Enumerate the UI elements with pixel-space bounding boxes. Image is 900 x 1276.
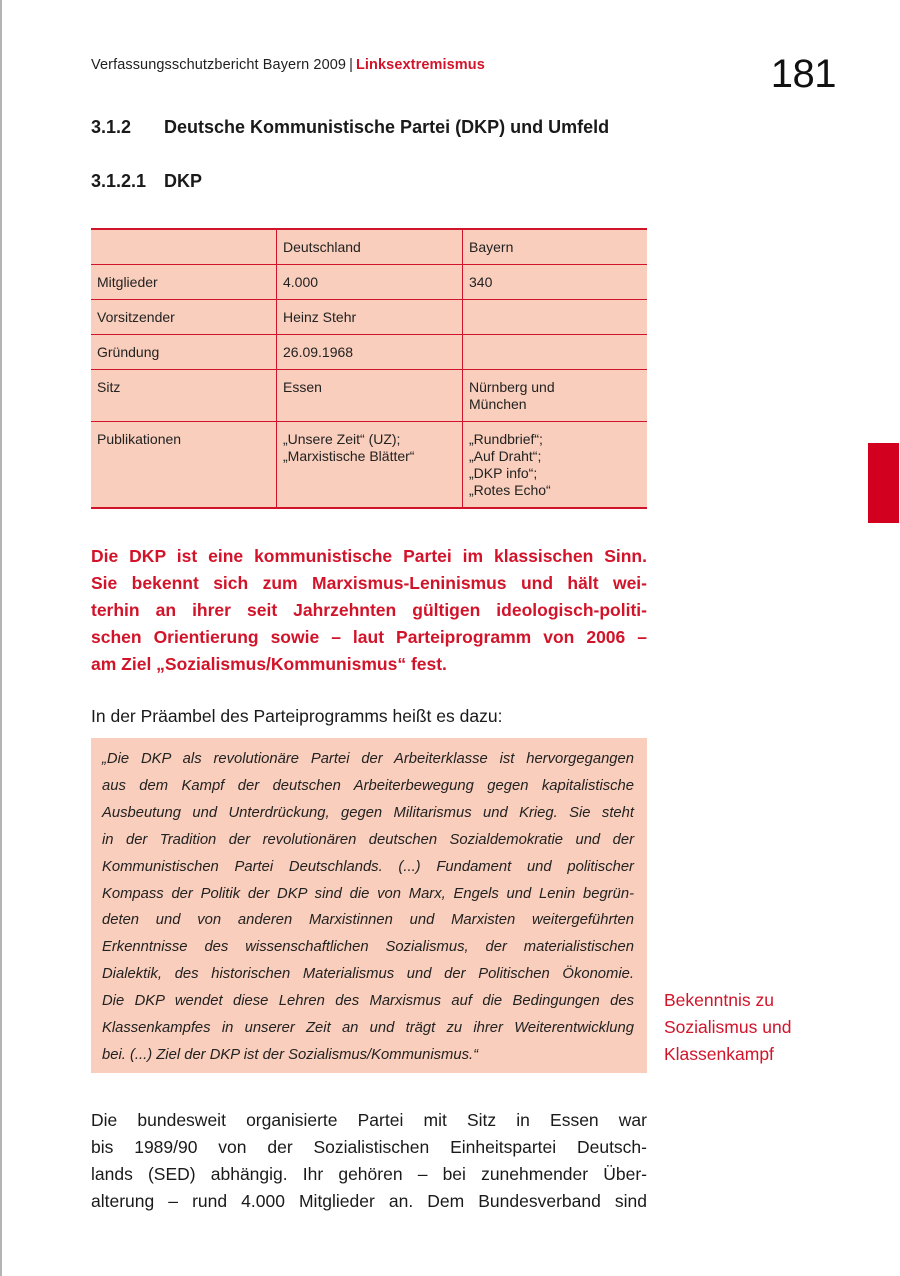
body-line: lands (SED) abhängig. Ihr gehören – bei zunehmender Über- [91, 1164, 647, 1184]
table-row [91, 422, 647, 509]
cell-bayern [463, 335, 648, 370]
quote-line: Kompass der Politik der DKP sind die von Marx, Engels und Lenin begrün- [102, 885, 634, 902]
section-title: Deutsche Kommunistische Partei (DKP) und Umfeld [164, 117, 610, 137]
cell-deutschland [277, 265, 463, 300]
body-paragraph [91, 1107, 647, 1215]
table-row [91, 300, 647, 335]
lead-line: am Ziel „Sozialismus/Kommunismus“ fest. [91, 654, 447, 674]
header-separator: | [349, 57, 353, 73]
margin-note [664, 987, 791, 1068]
subsection-heading [91, 171, 202, 192]
intro-sentence: In der Präambel des Parteiprogramms heißt es dazu: [91, 706, 503, 726]
quote-line: Klassenkampfes in unserer Zeit an und trägt zu ihrer Weiterentwicklung [102, 1020, 634, 1037]
table-row [91, 265, 647, 300]
cell-text: „Rotes Echo“ [469, 482, 551, 498]
table-row [91, 370, 647, 422]
row-label: Vorsitzender [91, 300, 277, 335]
cell-text: „DKP info“; [469, 465, 538, 481]
cell-deutschland [277, 422, 463, 509]
cell-text: „Auf Draht“; [469, 448, 542, 464]
cell-bayern [463, 422, 648, 509]
page-edge [0, 0, 2, 1276]
quote-line: aus dem Kampf der deutschen Arbeiterbewegung gegen kapitalistische [102, 777, 634, 794]
cell-deutschland [277, 370, 463, 422]
quote-box [91, 738, 647, 1073]
quote-line: bei. (...) Ziel der DKP ist der Sozialismus/Kommunismus.“ [102, 1046, 479, 1063]
cell-bayern [463, 265, 648, 300]
cell-text: „Unsere Zeit“ (UZ); [283, 431, 401, 447]
table-header-row [91, 229, 647, 265]
subsection-title: DKP [164, 171, 203, 191]
quote-line: in der Tradition der revolutionären deutschen Sozialdemokratie und der [102, 831, 634, 848]
cell-text: 26.09.1968 [283, 344, 354, 360]
quote-line: Ausbeutung und Unterdrückung, gegen Militarismus und Krieg. Sie steht [102, 804, 634, 821]
cell-text: 340 [469, 274, 493, 290]
table-row [91, 335, 647, 370]
quote-line: Die DKP wendet diese Lehren des Marxismus auf die Bedingungen des [102, 993, 634, 1010]
lead-line: terhin an ihrer seit Jahrzehnten gültigen ideologisch-politi- [91, 600, 647, 620]
body-line: bis 1989/90 von der Sozialistischen Einheitspartei Deutsch- [91, 1137, 647, 1157]
body-line: alterung – rund 4.000 Mitglieder an. Dem Bundesverband sind [91, 1191, 647, 1211]
row-label: Gründung [91, 335, 277, 370]
quote-line: Kommunistischen Partei Deutschlands. (...) Fundament und politischer [102, 858, 634, 875]
quote-line: „Die DKP als revolutionäre Partei der Arbeiterklasse ist hervorgegangen [102, 751, 634, 767]
lead-line: Die DKP ist eine kommunistische Partei im klassischen Sinn. [91, 546, 647, 566]
report-title: Verfassungsschutzbericht Bayern 2009 [91, 57, 347, 73]
header-cell-bayern: Bayern [463, 229, 648, 265]
quote-line: Dialektik, des historischen Materialismus und der Politischen Ökonomie. [102, 966, 634, 983]
cell-text: Essen [283, 379, 322, 395]
header-cell-empty [91, 229, 277, 265]
lead-paragraph [91, 543, 647, 678]
facts-table [91, 228, 647, 509]
quote-line: Erkenntnisse des wissenschaftlichen Sozialismus, der materialistischen [102, 939, 634, 956]
cell-text: „Rundbrief“; [469, 431, 543, 447]
cell-deutschland [277, 335, 463, 370]
subsection-number: 3.1.2.1 [91, 171, 147, 191]
section-name: Linksextremismus [355, 57, 485, 73]
margin-note-line: Bekenntnis zu [664, 990, 774, 1010]
cell-text: Nürnberg und [469, 379, 555, 395]
cell-bayern [463, 300, 648, 335]
row-label: Sitz [91, 370, 277, 422]
row-label: Mitglieder [91, 265, 277, 300]
cell-text: „Marxistische Blätter“ [283, 448, 415, 464]
cell-text: Heinz Stehr [283, 309, 357, 325]
cell-bayern [463, 370, 648, 422]
body-line: Die bundesweit organisierte Partei mit Sitz in Essen war [91, 1110, 647, 1130]
row-label: Publikationen [91, 422, 277, 509]
margin-note-line: Klassenkampf [664, 1044, 774, 1064]
lead-line: Sie bekennt sich zum Marxismus-Leninismus und hält wei- [91, 573, 647, 593]
cell-text: München [469, 396, 527, 412]
margin-note-line: Sozialismus und [664, 1017, 792, 1037]
cell-deutschland [277, 300, 463, 335]
section-number: 3.1.2 [91, 117, 132, 137]
quote-text [102, 746, 634, 1069]
header-cell-deutschland: Deutschland [277, 229, 463, 265]
quote-line: deten und von anderen Marxistinnen und Marxisten weitergeführten [102, 912, 634, 929]
running-head [91, 57, 485, 73]
lead-line: schen Orientierung sowie – laut Parteiprogramm von 2006 – [91, 627, 647, 647]
page-number: 181 [770, 52, 836, 96]
chapter-thumb-tab [868, 443, 899, 523]
cell-text: 4.000 [283, 274, 319, 290]
section-heading [91, 117, 609, 138]
